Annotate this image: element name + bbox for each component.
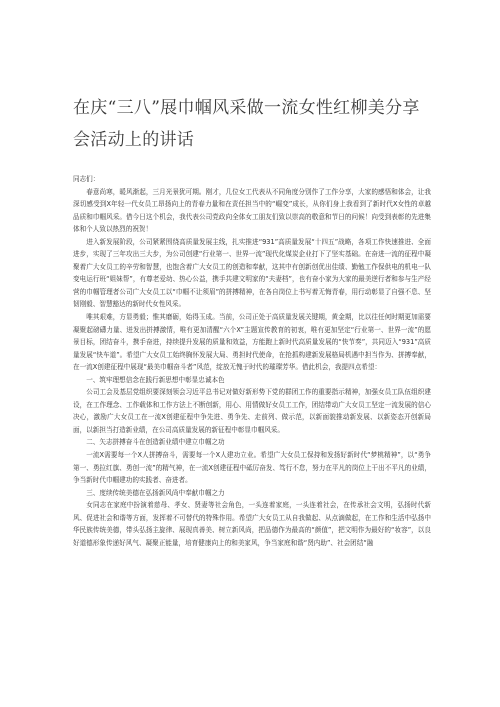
paragraph: 公司工会及基层党组织要深刻领会习近平总书记对做好新形势下党的群团工作的重要指示精神，加强女员工队伍组织建设，在工作理念、工作载体和工作方法上不断创新，用心、用情做好女员工工作，团结带动广大女员工坚定一流发展的信心决心，激励广大女员工在一流X创建征程中争先进、勇争先、走前列、做示范，以新面貌推动新发展、以新姿态开创新局面，以新担当打造新业绩，在公司高质量发展的新征程中彰显巾帼风采。 [73,388,431,434]
greeting: 同志们： [73,175,100,183]
paragraph: 春意尚寒，暖风渐起，三月光景犹可期。刚才，几位女工代表从不同角度分别作了工作分享，大家的感悟和体会，让我深切感受到X年轻一代女员工昂扬向上的青春力量和在责任担当中的“崛变”成长，从你们身上我看到了新时代X女性的卓越品质和巾帼风采。借今日这个机会，我代表公司党政向全体女工朋友们致以崇高的敬意和节日的问候！向受到表彰的先进集体和个人致以热烈的祝贺！ [73,187,431,234]
section-heading: 一、筑牢理想信念在践行新思想中彰显忠诚本色 [86,375,225,384]
document-body [73,173,431,549]
document-title: 在庆“三八”展巾帼风采做一流女性红柳美分享会活动上的讲话 [73,98,420,150]
paragraph: 唯其艰难，方显勇毅；惟其磨砺，始得玉成。当前，公司正处于高质量发展关键期，黄金期，比以往任何时期更加需要凝聚起磅礴力量、迸发出拼搏激情，唯有更加清醒“六个X”主题宣传教育的初衷，唯有更加坚定“行业第一、世界一流”的愿景目标，团结奋斗，携手奋进，持续提升发展的质量和效益，方能跑上新时代高质量发展的“快节奏”，共同迈入“931”高质量发展“快车道”。希望广大女员工始终胸怀发展大局、勇担时代使命，在抢抓构建新发展格局机遇中担当作为、拼搏奉献，在一流X创建征程中展现“最美巾帼奋斗者”风范，绽放无愧于时代的璀璨芳华。借此机会，我提四点希望： [73,313,431,372]
paragraph: 女同志在家庭中扮演着慈母、孝女、贤妻等社会角色，一头连着家庭，一头连着社会，在传承社会文明，弘扬时代新风、促进社会和谐等方面，发挥着不可替代的特殊作用。希望广大女员工从自我做起、从点滴做起，在工作和生活中弘扬中华民族传统美德，带头弘扬主旋律、展现真善美、树立新风尚，把品德作为最高的“颜值”，把文明作为最好的“妆容”，以良好道德形象传递好风气、凝聚正能量，培育健康向上的和美家风，争当家庭和谐“贤内助”、社会团结“融 [73,501,431,547]
section-heading: 三、度续传统美德在弘扬新风尚中奉献巾帼之力 [86,488,225,497]
paragraph: 一流X需要每一个X人拼搏奋斗，需要每一个X人建功立业。希望广大女员工保持和发扬好新时代“梦桃精神”，以“勇争第一、勇拉红旗、勇创一流”的精气神，在一流X创建征程中砥厉奋发、笃行不怠，努力在平凡的岗位上干出不平凡的业绩，争当新时代巾帼建功的实践者、奋进者。 [73,451,431,485]
paragraph: 进入新发展阶段，公司紧紧围绕高质量发展主线，扎实推进“931”高质量发展“十四五”战略，各项工作快速推进、全面进步，实现了三年攻出三大步，为公司创建“行业第一、世界一流”现代化煤炭企业打下了坚实基础。在奋进一流的征程中凝聚着广大女员工的辛劳和智慧，也饱含着广大女员工的创造和奉献，这其中有创新创优出佳绩、勤勉工作保供电的机电一队变电运行班“姐妹帮”，有尊老爱幼、热心公益，携手共建文明家的“夫妻档”，也有奋小家为大家的最美逆行者和参与生产经营的巾帼管理者公司广大女员工以“巾帼不让须眉”的拼搏精神，在各自岗位上书写着无悔青春，用行动彰显了自强不息、坚韧刚毅、智慧豁达的新时代女性风采。 [73,237,431,309]
section-heading: 二、矢志拼搏奋斗在创造新业绩中建立巾帼之功 [86,438,225,447]
